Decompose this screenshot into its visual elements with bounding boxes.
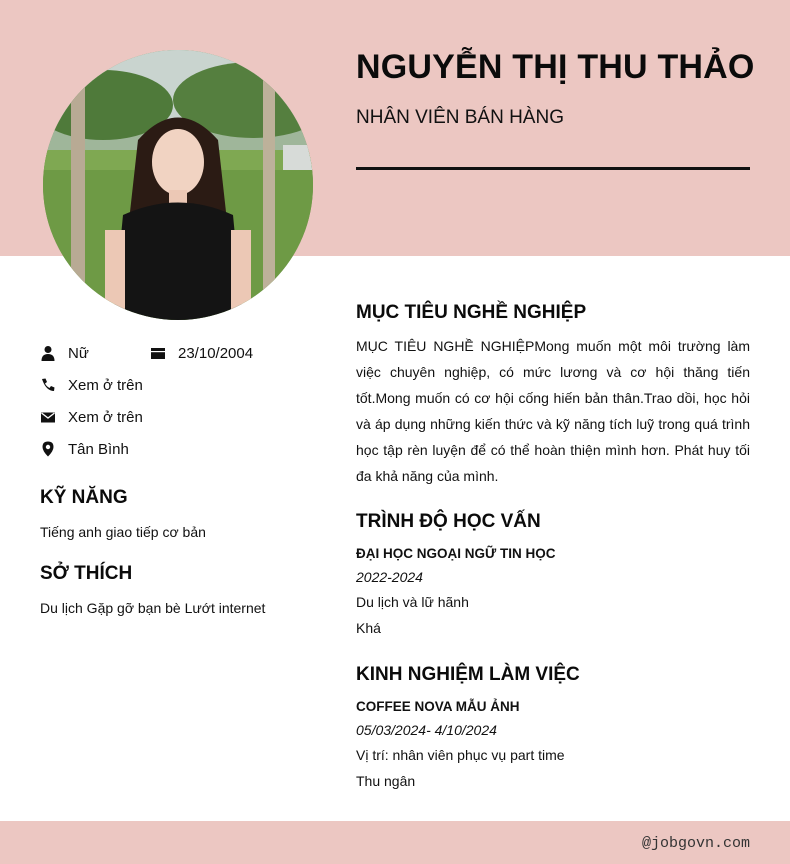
calendar-icon [150, 345, 166, 361]
title-divider [356, 167, 750, 170]
experience-period: 05/03/2024- 4/10/2024 [356, 722, 497, 738]
candidate-name: NGUYỄN THỊ THU THẢO [356, 48, 755, 86]
objective-text: MỤC TIÊU NGHỀ NGHIỆPMong muốn một môi trường làm việc chuyên nghiệp, có mức lương và cơ hội thăng tiến tốt.Mong muốn có cơ hội cống hiến bản thân.Trao dồi, học hỏi và áp dụng những kiến thức và kỹ năng tích luỹ trong quá trình học tập rèn luyện để có thể hoàn thiện mình hơn. Phát huy tối đa khả năng của mình. [356, 338, 750, 484]
education-major: Du lịch và lữ hãnh [356, 594, 469, 610]
experience-position: Vị trí: nhân viên phục vụ part time [356, 747, 565, 763]
email-value: Xem ở trên [68, 408, 143, 426]
birthdate-row [150, 342, 253, 364]
gender-value: Nữ [68, 344, 89, 362]
phone-row [40, 374, 143, 396]
job-title: NHÂN VIÊN BÁN HÀNG [356, 107, 564, 128]
phone-icon [40, 377, 56, 393]
skills-heading: KỸ NĂNG [40, 487, 128, 508]
footer-brand: @jobgovn.com [641, 835, 750, 852]
phone-value: Xem ở trên [68, 376, 143, 394]
skills-text: Tiếng anh giao tiếp cơ bản [40, 524, 206, 540]
address-row [40, 438, 129, 460]
email-row [40, 406, 143, 428]
profile-photo [43, 50, 313, 320]
location-pin-icon [40, 441, 56, 457]
person-icon [40, 345, 56, 361]
experience-company: COFFEE NOVA MẪU ẢNH [356, 699, 520, 714]
experience-heading: KINH NGHIỆM LÀM VIỆC [356, 664, 580, 685]
hobbies-heading: SỞ THÍCH [40, 563, 133, 584]
education-grade: Khá [356, 620, 381, 636]
objective-heading: MỤC TIÊU NGHỀ NGHIỆP [356, 302, 587, 323]
hobbies-text: Du lịch Gặp gỡ bạn bè Lướt internet [40, 600, 266, 616]
education-period: 2022-2024 [356, 569, 423, 585]
education-heading: TRÌNH ĐỘ HỌC VẤN [356, 511, 541, 532]
education-school: ĐẠI HỌC NGOẠI NGỮ TIN HỌC [356, 546, 556, 561]
mail-icon [40, 409, 56, 425]
birthdate-value: 23/10/2004 [178, 344, 254, 362]
gender-row [40, 342, 89, 364]
address-value: Tân Bình [68, 440, 129, 458]
experience-duty: Thu ngân [356, 773, 416, 789]
